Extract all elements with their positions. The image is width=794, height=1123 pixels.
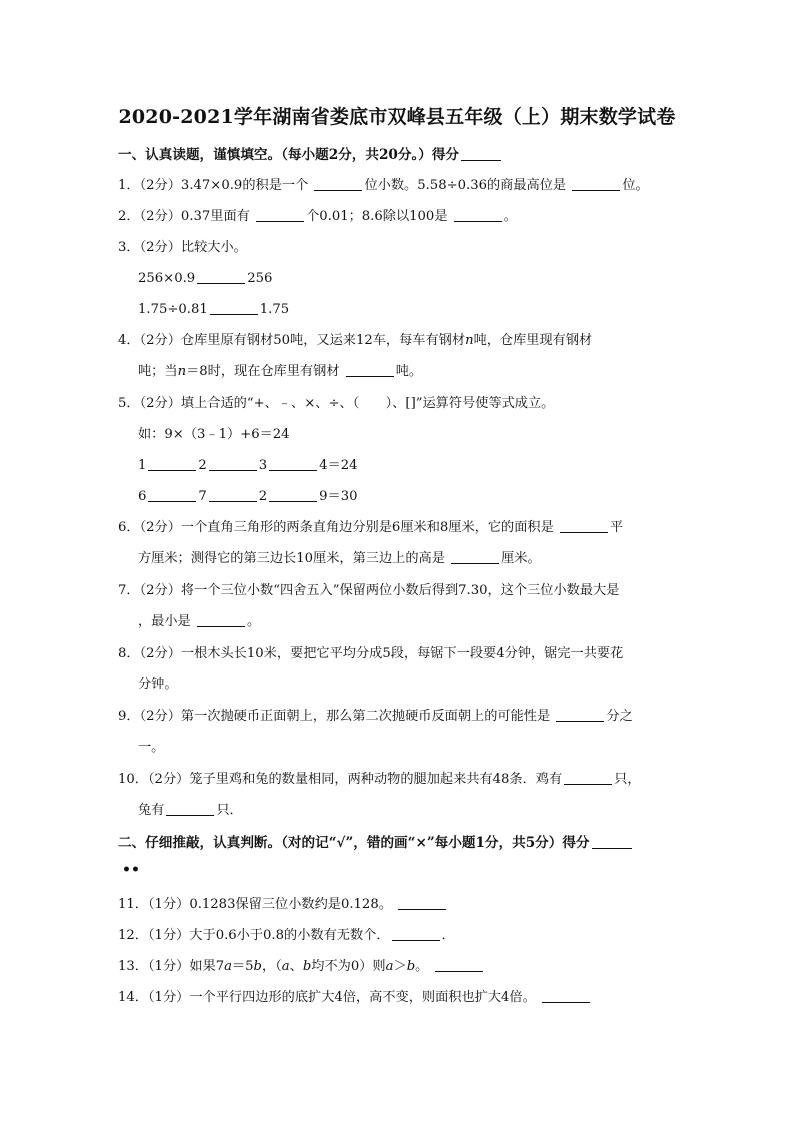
answer-blank[interactable] [556, 708, 604, 722]
question-3: 3．（2分）比较大小。 [118, 240, 247, 255]
answer-blank[interactable] [269, 488, 317, 502]
question-8-cont: 分钟。 [138, 677, 178, 692]
question-7: 7．（2分）将一个三位小数“四舍五入”保留两位小数后得到7.30，这个三位小数最大是 [118, 583, 620, 598]
question-11: 11．（1分）0.1283保留三位小数约是0.128。 [118, 896, 688, 914]
section-2-heading-cont: •• [122, 862, 140, 878]
question-14: 14．（1分）一个平行四边形的底扩大4倍，高不变，则面积也扩大4倍。 [118, 989, 688, 1007]
answer-blank[interactable] [564, 771, 612, 785]
question-9: 9．（2分）第一次抛硬币正面朝上，那么第二次抛硬币反面朝上的可能性是 分之 [118, 709, 633, 724]
question-10: 10．（2分）笼子里鸡和兔的数量相同，两种动物的腿加起来共有48条．鸡有 只， [118, 772, 641, 787]
question-2: 2．（2分）0.37里面有 个0.01；8.6除以100是 。 [118, 209, 517, 224]
question-13: 13．（1分）如果7a＝5b，（a、b均不为0）则a＞b。 [118, 958, 688, 976]
section-1-heading: 一、认真读题，谨慎填空。（每小题2分，共20分。）得分 [118, 146, 688, 164]
section-2-heading: 二、仔细推敲，认真判断。（对的记“√”，错的画“×”每小题1分，共5分）得分 [118, 834, 688, 852]
question-9-cont: 一。 [138, 740, 165, 755]
answer-blank[interactable] [210, 301, 258, 315]
score-blank[interactable] [461, 147, 501, 161]
answer-blank[interactable] [435, 958, 483, 972]
question-1: 1．（2分）3.47×0.9的积是一个 位小数。5.58÷0.36的商最高位是 位。 [118, 178, 649, 193]
answer-blank[interactable] [454, 208, 502, 222]
question-10-cont: 兔有 只． [138, 803, 243, 818]
answer-blank[interactable] [269, 457, 317, 471]
answer-blank[interactable] [209, 488, 257, 502]
question-8: 8．（2分）一根木头长10米，要把它平均分成5段，每锯下一段要4分钟，锯完一共要花 [118, 646, 624, 661]
answer-blank[interactable] [398, 896, 446, 910]
answer-blank[interactable] [197, 270, 245, 284]
answer-blank[interactable] [451, 550, 499, 564]
question-5-row-2: 6 7 2 9＝30 [138, 489, 358, 504]
answer-blank[interactable] [560, 519, 608, 533]
question-5: 5．（2分）填上合适的“+、﹣、×、÷、（ ）、[]”运算符号使等式成立。 [118, 396, 555, 411]
question-6-cont: 方厘米；测得它的第三边长10厘米，第三边上的高是 厘米。 [138, 551, 541, 566]
question-5-example: 如：9×（3﹣1）+6＝24 [138, 427, 290, 442]
page-title: 2020-2021学年湖南省娄底市双峰县五年级（上）期末数学试卷 [118, 106, 676, 128]
question-3-row-2: 1.75÷0.81 1.75 [138, 302, 290, 317]
question-4-cont: 吨；当n＝8时，现在仓库里有钢材 吨。 [138, 364, 423, 379]
score-blank[interactable] [592, 835, 632, 849]
answer-blank[interactable] [209, 457, 257, 471]
answer-blank[interactable] [166, 802, 214, 816]
answer-blank[interactable] [572, 177, 620, 191]
answer-blank[interactable] [314, 177, 362, 191]
answer-blank[interactable] [346, 363, 394, 377]
question-12: 12．（1分）大于0.6小于0.8的小数有无数个． ． [118, 928, 455, 943]
question-6: 6．（2分）一个直角三角形的两条直角边分别是6厘米和8厘米，它的面积是 平 [118, 520, 624, 535]
answer-blank[interactable] [148, 488, 196, 502]
answer-blank[interactable] [148, 457, 196, 471]
answer-blank[interactable] [542, 989, 590, 1003]
answer-blank[interactable] [197, 613, 245, 627]
question-4: 4．（2分）仓库里原有钢材50吨，又运来12车，每车有钢材n吨，仓库里现有钢材 [118, 333, 593, 348]
answer-blank[interactable] [256, 208, 304, 222]
question-3-row-1: 256×0.9 256 [138, 271, 273, 286]
question-5-row-1: 1 2 3 4＝24 [138, 458, 358, 473]
question-7-cont: ，最小是 。 [138, 614, 261, 629]
answer-blank[interactable] [392, 927, 440, 941]
